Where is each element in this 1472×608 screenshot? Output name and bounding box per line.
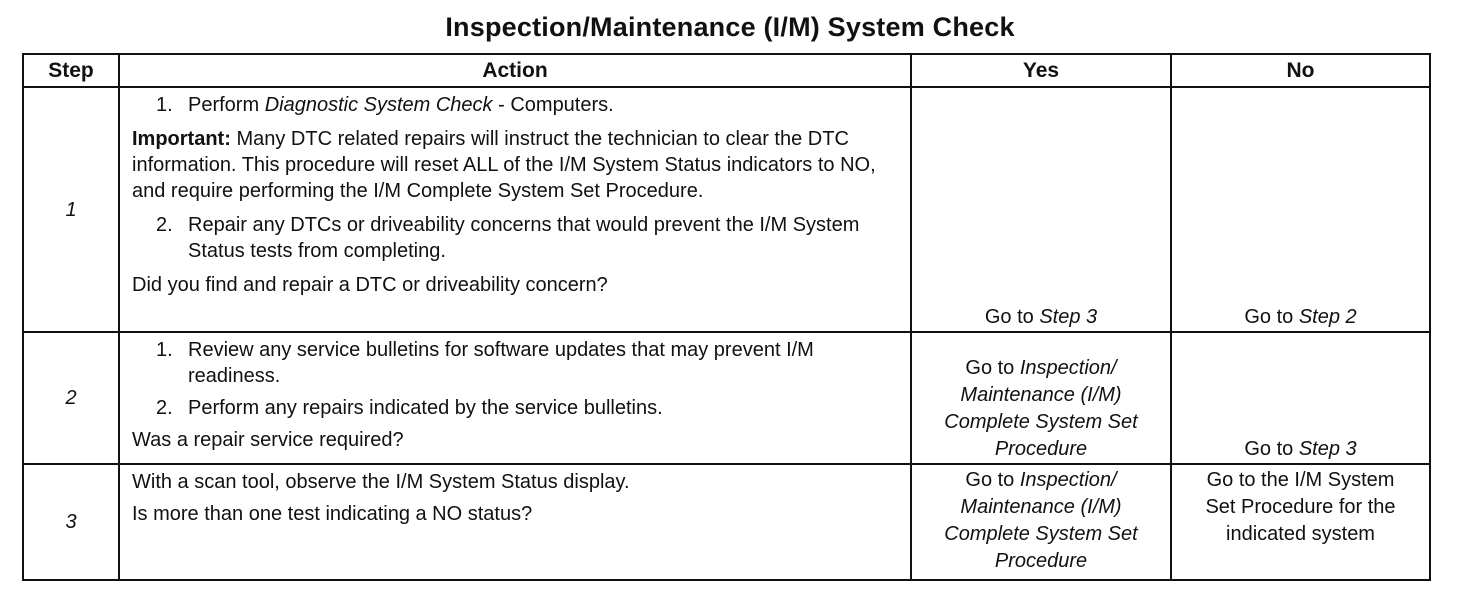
yes-cell	[911, 87, 1171, 332]
table-row	[23, 87, 1430, 332]
no-cell	[1171, 332, 1430, 464]
header-step: Step	[23, 54, 119, 87]
yes-text: Go to	[984, 306, 1040, 328]
action-cell	[119, 464, 911, 580]
yes-cell	[911, 464, 1171, 580]
action-item	[132, 337, 900, 389]
item-text: - Computers.	[492, 94, 614, 116]
table-row	[23, 464, 1430, 580]
item-text: Repair any DTCs or driveability concerns that would prevent the I/M System Status tests from completing.	[188, 214, 860, 262]
important-text: Many DTC related repairs will instruct the technician to clear the DTC information. This procedure will reset ALL of the I/M System Status indicators to NO, and require performing the I/M Complete System Set Procedure.	[132, 128, 876, 202]
no-cell	[1171, 464, 1430, 580]
action-item	[132, 92, 900, 118]
action-cell	[119, 332, 911, 464]
action-item	[132, 212, 900, 264]
question-text: Did you find and repair a DTC or driveability concern?	[132, 274, 608, 296]
item-text: Review any service bulletins for software updates that may prevent I/M readiness.	[188, 339, 814, 387]
header-no: No	[1171, 54, 1430, 87]
no-text: Go to	[1244, 306, 1299, 328]
yes-text: Go to	[965, 357, 1020, 379]
no-step-link[interactable]: Step 2	[1298, 306, 1357, 328]
yes-step-link[interactable]: Step 3	[1039, 306, 1098, 328]
item-number: 1.	[156, 94, 173, 116]
system-check-table	[22, 53, 1431, 581]
page-title: Inspection/Maintenance (I/M) System Check	[445, 12, 1015, 42]
step-number: 1	[23, 87, 119, 332]
important-label: Important:	[132, 128, 231, 150]
no-text: Go to the I/M System Set Procedure for the indicated system	[1205, 469, 1396, 545]
question-text: Is more than one test indicating a NO status?	[132, 503, 533, 525]
table-row	[23, 332, 1430, 464]
no-text: Go to	[1244, 438, 1299, 460]
item-number: 2.	[156, 397, 173, 419]
action-item	[132, 395, 900, 421]
table-header-row	[23, 54, 1430, 87]
step-number: 2	[23, 332, 119, 464]
yes-procedure-link[interactable]: Inspection/ Maintenance (I/M) Complete System Set Procedure	[944, 357, 1138, 460]
no-cell	[1171, 87, 1430, 332]
yes-text: Go to	[965, 469, 1020, 491]
yes-procedure-link[interactable]: Inspection/ Maintenance (I/M) Complete System Set Procedure	[944, 469, 1138, 572]
item-text: Perform any repairs indicated by the service bulletins.	[188, 397, 663, 419]
header-action: Action	[119, 54, 911, 87]
question-text: Was a repair service required?	[132, 429, 404, 451]
procedure-link[interactable]: Diagnostic System Check	[264, 94, 493, 116]
step-number: 3	[23, 464, 119, 580]
action-text: With a scan tool, observe the I/M System Status display.	[132, 471, 630, 493]
no-step-link[interactable]: Step 3	[1298, 438, 1357, 460]
yes-cell	[911, 332, 1171, 464]
header-yes: Yes	[911, 54, 1171, 87]
important-note	[132, 126, 900, 204]
action-cell	[119, 87, 911, 332]
item-text: Perform	[188, 94, 265, 116]
item-number: 1.	[156, 339, 173, 361]
item-number: 2.	[156, 214, 173, 236]
